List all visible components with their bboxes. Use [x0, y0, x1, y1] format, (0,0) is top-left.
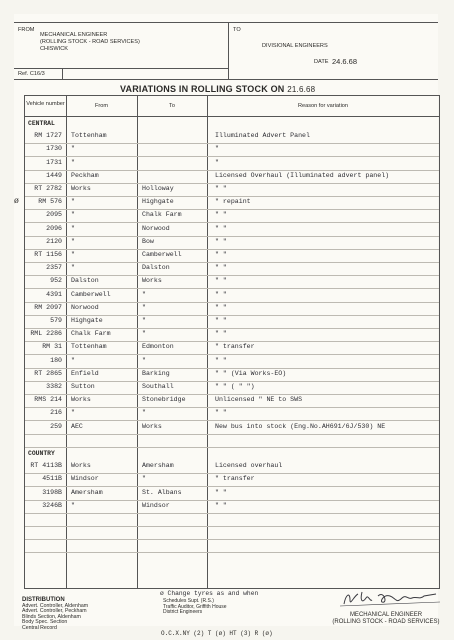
form-code: O.C.X.NY (2) T (ø) HT (3) R (ø)	[161, 630, 273, 637]
table-row	[25, 262, 439, 276]
to-cell: "	[142, 409, 146, 417]
header-ref-divider	[14, 68, 228, 69]
page-title	[120, 84, 315, 94]
date-label: DATE	[314, 59, 329, 65]
reason-cell: Licensed Overhaul (Illuminated advert panel)	[215, 171, 390, 179]
reason-cell: " "	[215, 277, 227, 285]
distribution-title: DISTRIBUTION	[22, 597, 65, 603]
reason-cell: " "	[215, 488, 227, 496]
to-cell: Barking	[142, 369, 170, 377]
vehicle-number-cell: 579	[50, 317, 62, 324]
margin-mark: ø	[14, 196, 19, 205]
from-cell: "	[71, 251, 75, 258]
table-row	[25, 500, 439, 514]
vehicle-number-cell: 180	[50, 356, 62, 364]
from-cell: "	[71, 158, 75, 166]
table-row	[25, 434, 439, 448]
table-row	[25, 289, 439, 303]
vehicle-number-cell: 1731	[46, 158, 62, 166]
table-row	[25, 407, 439, 421]
reason-cell: " "	[215, 185, 227, 192]
to-cell: Southall	[142, 383, 174, 390]
to-cell: "	[142, 330, 146, 338]
header-ref-vsep	[62, 68, 63, 79]
from-cell: Chalk Farm	[71, 330, 111, 338]
header-divider	[228, 23, 229, 79]
table-row	[25, 539, 439, 553]
reason-cell: "	[215, 158, 219, 166]
table-header-rule	[25, 116, 439, 117]
table-row	[25, 421, 439, 435]
date-value: 24.6.68	[332, 57, 358, 66]
table-row	[25, 183, 439, 197]
vehicle-number-cell: RM 31	[42, 343, 62, 351]
to-cell: Camberwell	[142, 251, 182, 258]
table-row	[25, 143, 439, 157]
to-label: TO	[233, 27, 241, 33]
to-cell: St. Albans	[142, 488, 182, 496]
from-cell: "	[71, 224, 75, 232]
to-cell: "	[142, 475, 146, 483]
from-label: FROM	[18, 27, 35, 33]
reason-cell: "	[215, 145, 219, 153]
vehicle-number-cell: 2120	[46, 237, 62, 245]
from-cell: Tottenham	[71, 343, 107, 351]
table-row	[25, 236, 439, 250]
table-row	[25, 209, 439, 223]
reason-cell: " "	[215, 290, 227, 298]
reason-cell: " transfer	[215, 475, 255, 483]
reason-cell: " "	[215, 501, 227, 509]
to-cell: Edmonton	[142, 343, 174, 351]
to-cell: Holloway	[142, 185, 174, 192]
to-cell: Windsor	[142, 501, 170, 509]
to-cell: "	[142, 290, 146, 298]
table-row	[25, 513, 439, 527]
reason-cell: " "	[215, 330, 227, 338]
from-cell: Norwood	[71, 303, 99, 311]
vehicle-number-cell: RM 576	[38, 198, 62, 206]
table-row	[25, 328, 439, 342]
from-line-3: CHISWICK	[40, 46, 68, 52]
vehicle-number-cell: RM 1727	[34, 132, 62, 140]
reason-cell: " "	[215, 317, 227, 324]
reason-cell: " "	[215, 409, 227, 417]
vehicle-number-cell: 216	[50, 409, 62, 417]
vehicle-number-cell: RMS 214	[34, 396, 62, 404]
table-row	[25, 355, 439, 369]
title-text: VARIATIONS IN ROLLING STOCK ON	[120, 84, 285, 94]
vehicle-number-cell: 2095	[46, 211, 62, 219]
distribution-line: Central Record	[22, 624, 57, 631]
vehicle-number-cell: RML 2286	[30, 330, 62, 338]
from-cell: Highgate	[71, 317, 103, 324]
col-head-from: From	[94, 103, 109, 109]
to-cell: Stonebridge	[142, 396, 186, 404]
from-cell: "	[71, 264, 75, 272]
to-cell: Amersham	[142, 462, 174, 470]
from-cell: Tottenham	[71, 132, 107, 140]
from-cell: Windsor	[71, 475, 99, 483]
reason-cell: New bus into stock (Eng.No.AH691/6J/530) NE	[215, 422, 386, 430]
title-date: 21.6.68	[287, 85, 316, 94]
from-cell: "	[71, 356, 75, 364]
ref-number: Ref. C16/3	[18, 71, 45, 77]
to-cell: "	[142, 303, 146, 311]
to-cell: Norwood	[142, 224, 170, 232]
to-cell: Highgate	[142, 198, 174, 206]
to-cell: "	[142, 317, 146, 324]
from-cell: AEC	[71, 422, 83, 430]
from-cell: "	[71, 198, 75, 206]
reason-cell: Licensed overhaul	[215, 462, 283, 470]
vehicle-number-cell: RT 2782	[34, 185, 62, 192]
signatory-dept: (ROLLING STOCK - ROAD SERVICES)	[332, 618, 440, 625]
from-line-1: MECHANICAL ENGINEER	[40, 32, 108, 38]
to-cell: Bow	[142, 237, 154, 245]
table-row	[25, 302, 439, 316]
vehicle-number-cell: 3246B	[42, 501, 62, 509]
to-cell: Works	[142, 422, 162, 430]
from-cell: "	[71, 237, 75, 245]
distribution-line: Advert. Controller, Peckham	[22, 608, 87, 615]
reason-cell: " repaint	[215, 198, 251, 206]
notes-line: District Engineers	[163, 609, 203, 616]
table-row	[25, 381, 439, 395]
vehicle-number-cell: 4511B	[42, 475, 62, 483]
to-cell: Works	[142, 277, 162, 285]
notes-line: Traffic Auditor, Griffith House	[163, 603, 227, 610]
reason-cell: " "	[215, 251, 227, 258]
signature	[336, 586, 446, 610]
table-row	[25, 249, 439, 263]
reason-cell: Unlicensed " NE to SWS	[215, 396, 303, 404]
memo-header	[14, 22, 438, 80]
notes-line: Schedules Supt. (R.S.)	[163, 598, 214, 604]
reason-cell: " "	[215, 211, 227, 219]
vehicle-number-cell: 3382	[46, 383, 62, 390]
from-cell: Works	[71, 462, 91, 470]
from-cell: Amersham	[71, 488, 103, 496]
distribution-block	[22, 598, 88, 632]
vehicle-number-cell: RT 4113B	[30, 462, 62, 470]
distribution-line: Advert. Controller, Aldenham	[22, 602, 89, 609]
vehicle-number-cell: 259	[50, 422, 62, 430]
col-head-to: To	[169, 103, 175, 109]
reason-cell: " " ( " ")	[215, 383, 255, 390]
vehicle-number-cell: 3198B	[42, 488, 62, 496]
table-row	[25, 130, 439, 144]
reason-cell: Illuminated Advert Panel	[215, 132, 310, 140]
table-row	[25, 473, 439, 487]
vehicle-number-cell: RT 1156	[34, 251, 62, 258]
table-row	[25, 157, 439, 171]
table-row	[25, 315, 439, 329]
section-heading: CENTRAL	[28, 120, 55, 127]
to-cell: Chalk Farm	[142, 211, 182, 219]
reason-cell: " "	[215, 264, 227, 272]
from-line-2: (ROLLING STOCK - ROAD SERVICES)	[40, 39, 140, 45]
vehicle-number-cell: RM 2097	[34, 303, 62, 311]
from-cell: Camberwell	[71, 290, 111, 298]
variations-table	[24, 95, 440, 589]
from-cell: Works	[71, 396, 91, 404]
from-cell: Sutton	[71, 383, 95, 390]
to-cell: "	[142, 356, 146, 364]
reason-cell: " "	[215, 237, 227, 245]
vehicle-number-cell: 1449	[46, 171, 62, 179]
change-tyres-note: ø Change tyres as and when	[160, 590, 259, 597]
col-head-vehicle: Vehicle number	[26, 101, 65, 107]
table-row	[25, 487, 439, 501]
section-heading: COUNTRY	[28, 450, 55, 457]
col-head-reason: Reason for variation	[297, 103, 349, 109]
table-row	[25, 460, 439, 474]
table-row	[25, 223, 439, 237]
vehicle-number-cell: 2096	[46, 224, 62, 232]
from-cell: "	[71, 211, 75, 219]
table-row	[25, 170, 439, 184]
vehicle-number-cell: RT 2865	[34, 369, 62, 377]
signatory-caption	[331, 612, 441, 625]
reason-cell: " "	[215, 356, 227, 364]
notes-block	[163, 599, 227, 616]
from-cell: Dalston	[71, 277, 99, 285]
table-row	[25, 275, 439, 289]
from-cell: Peckham	[71, 171, 99, 179]
to-cell: Dalston	[142, 264, 170, 272]
table-row	[25, 196, 439, 210]
from-cell: Enfield	[71, 369, 99, 377]
distribution-line: Blinds Section, Aldenham	[22, 613, 81, 620]
from-cell: "	[71, 501, 75, 509]
vehicle-number-cell: 1730	[46, 145, 62, 153]
table-row	[25, 526, 439, 540]
table-row	[25, 394, 439, 408]
reason-cell: " " (Via Works-EO)	[215, 369, 287, 377]
table-row	[25, 341, 439, 355]
distribution-line: Body Spec. Section	[22, 619, 68, 626]
from-cell: Works	[71, 185, 91, 192]
signatory-title: MECHANICAL ENGINEER	[349, 612, 423, 618]
from-cell: "	[71, 409, 75, 417]
reason-cell: " "	[215, 303, 227, 311]
vehicle-number-cell: 952	[50, 277, 62, 285]
to-value: DIVISIONAL ENGINEERS	[262, 43, 328, 49]
vehicle-number-cell: 4391	[46, 290, 62, 298]
from-cell: "	[71, 145, 75, 153]
reason-cell: " transfer	[215, 343, 255, 351]
reason-cell: " "	[215, 224, 227, 232]
vehicle-number-cell: 2357	[46, 264, 62, 272]
table-row	[25, 368, 439, 382]
